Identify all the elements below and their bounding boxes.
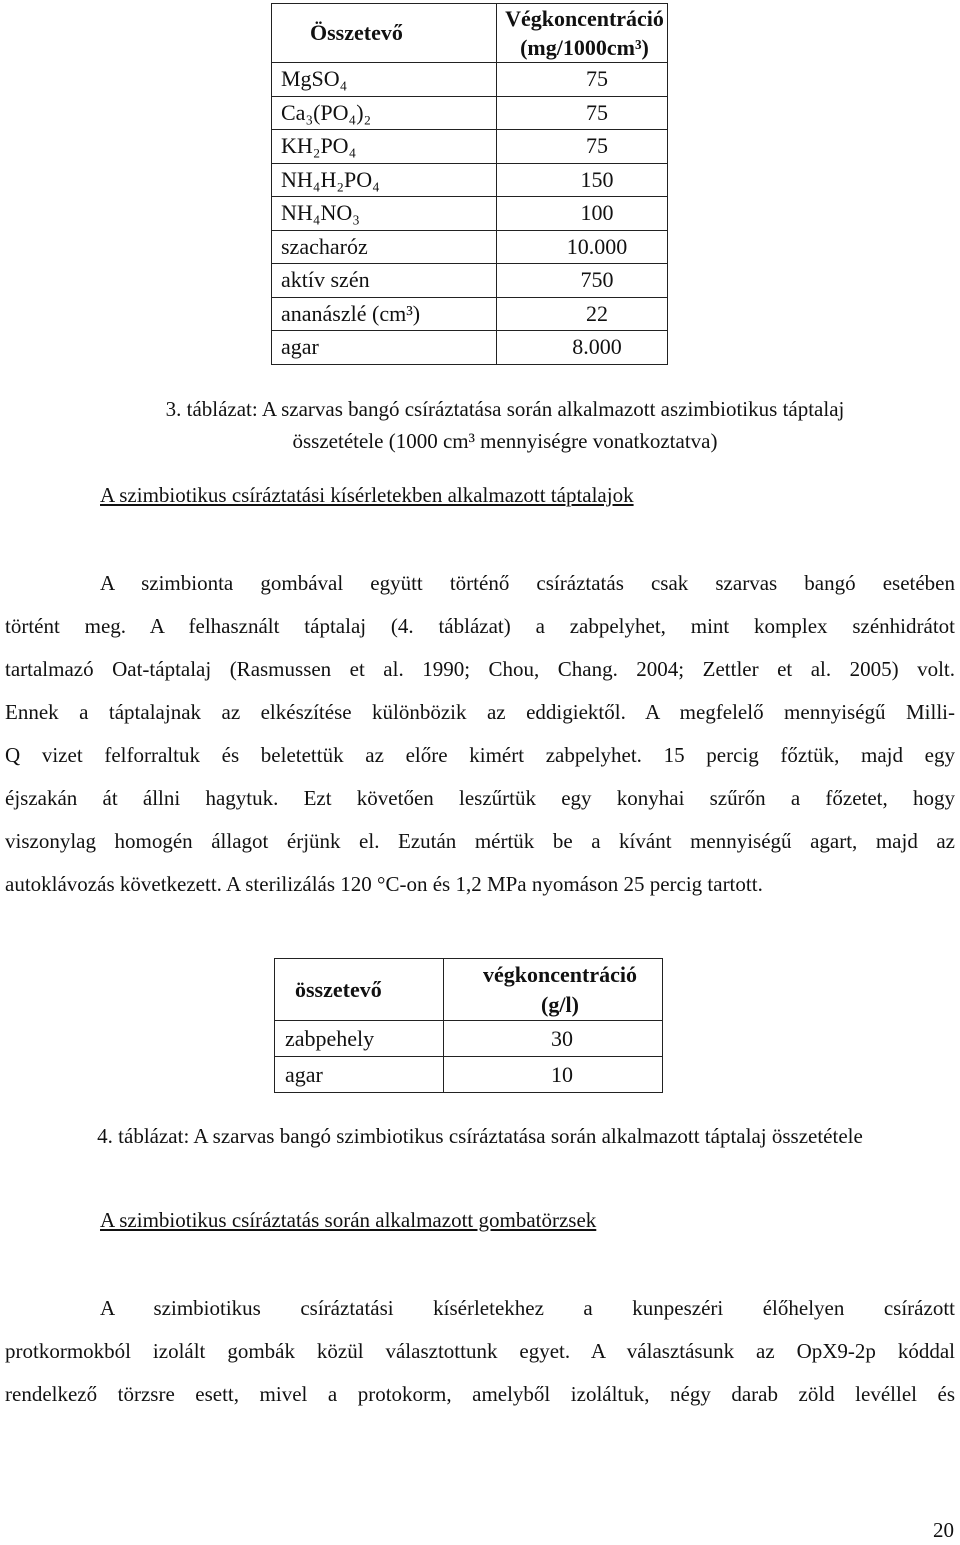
paragraph-line: éjszakán át állni hagytuk. Ezt követően leszűrtük egy konyhai szűrőn a főzetet, hogy — [5, 786, 955, 810]
ingredient-value: 8.000 — [497, 331, 668, 365]
table-row — [275, 1057, 663, 1093]
table-row — [272, 96, 668, 130]
paragraph-media — [5, 562, 955, 906]
ingredient-value: 75 — [497, 63, 668, 97]
ingredient-name: Ca₃(PO₄)₂ — [272, 96, 497, 130]
ingredient-value: 30 — [444, 1021, 663, 1057]
table-header-row — [272, 4, 668, 63]
header-concentration — [497, 4, 668, 63]
paragraph-line: A szimbiotikus csíráztatási kísérletekhez a kunpeszéri élőhelyen csírázott — [100, 1296, 955, 1320]
ingredient-value: 75 — [497, 130, 668, 164]
header-concentration-line1: végkoncentráció — [483, 961, 637, 987]
table-row — [272, 264, 668, 298]
ingredient-name: aktív szén — [272, 264, 497, 298]
table-3 — [271, 3, 668, 365]
ingredient-value: 10.000 — [497, 230, 668, 264]
table-row — [272, 163, 668, 197]
table-row — [272, 331, 668, 365]
paragraph-line: történt meg. A felhasznált táptalaj (4. táblázat) a zabpelyhet, mint komplex szénhidrátot — [5, 614, 955, 638]
page-number: 20 — [933, 1518, 954, 1542]
table-3-caption-line2: összetétele (1000 cm³ mennyiségre vonatkoztatva) — [292, 429, 718, 453]
table-row — [272, 63, 668, 97]
header-concentration — [444, 959, 663, 1021]
table-row — [272, 297, 668, 331]
ingredient-value: 100 — [497, 197, 668, 231]
table-row — [272, 197, 668, 231]
ingredient-name: KH₂PO₄ — [272, 130, 497, 164]
paragraph-fungi — [5, 1287, 955, 1416]
ingredient-value: 150 — [497, 163, 668, 197]
table-row — [272, 130, 668, 164]
ingredient-value: 22 — [497, 297, 668, 331]
ingredient-value: 750 — [497, 264, 668, 298]
paragraph-line: viszonylag homogén állagot érjünk el. Ezután mértük be a kívánt mennyiségű agart, majd az — [5, 829, 955, 853]
paragraph-line: rendelkező törzsre esett, mivel a protokorm, amelyből izoláltuk, négy darab zöld levéllel és — [5, 1382, 955, 1406]
table-row — [275, 1021, 663, 1057]
ingredient-name: agar — [272, 331, 497, 365]
header-ingredient: összetevő — [275, 959, 444, 1021]
table-4-caption: 4. táblázat: A szarvas bangó szimbiotikus csíráztatása során alkalmazott táptalaj összetétele — [97, 1124, 863, 1148]
ingredient-name: ananászlé (cm³) — [272, 297, 497, 331]
ingredient-name: agar — [275, 1057, 444, 1093]
table-row — [272, 230, 668, 264]
header-concentration-line2: (g/l) — [541, 991, 579, 1017]
paragraph-line: A szimbionta gombával együtt történő csíráztatás csak szarvas bangó esetében — [100, 571, 955, 595]
table-4 — [274, 958, 663, 1093]
ingredient-value: 10 — [444, 1057, 663, 1093]
header-concentration-line1: Végkoncentráció — [505, 6, 664, 31]
ingredient-name: zabpehely — [275, 1021, 444, 1057]
ingredient-name: NH₄NO₃ — [272, 197, 497, 231]
section-heading-fungi: A szimbiotikus csíráztatás során alkalmazott gombatörzsek — [100, 1208, 597, 1232]
paragraph-line: autoklávozás következett. A sterilizálás 120 °C-on és 1,2 MPa nyomáson 25 percig tartott. — [5, 872, 763, 896]
ingredient-value: 75 — [497, 96, 668, 130]
table-3-caption — [90, 393, 920, 457]
header-concentration-line2: (mg/1000cm³) — [520, 35, 649, 60]
paragraph-line: Q vizet felforraltuk és beletettük az előre kimért zabpelyhet. 15 percig főztük, majd egy — [5, 743, 955, 767]
ingredient-name: szacharóz — [272, 230, 497, 264]
table-header-row — [275, 959, 663, 1021]
paragraph-line: protkormokból izolált gombák közül választottunk egyet. A választásunk az OpX9-2p kóddal — [5, 1339, 955, 1363]
ingredient-name: MgSO₄ — [272, 63, 497, 97]
paragraph-line: tartalmazó Oat-táptalaj (Rasmussen et al. 1990; Chou, Chang. 2004; Zettler et al. 2005) volt. — [5, 657, 955, 681]
table-3-caption-line1: 3. táblázat: A szarvas bangó csíráztatása során alkalmazott aszimbiotikus táptalaj — [165, 397, 845, 421]
paragraph-line: Ennek a táptalajnak az elkészítése különbözik az eddigiektől. A megfelelő mennyiségű Milli- — [5, 700, 955, 724]
section-heading-media: A szimbiotikus csíráztatási kísérletekben alkalmazott táptalajok — [100, 483, 634, 507]
header-ingredient: Összetevő — [272, 4, 497, 63]
ingredient-name: NH₄H₂PO₄ — [272, 163, 497, 197]
